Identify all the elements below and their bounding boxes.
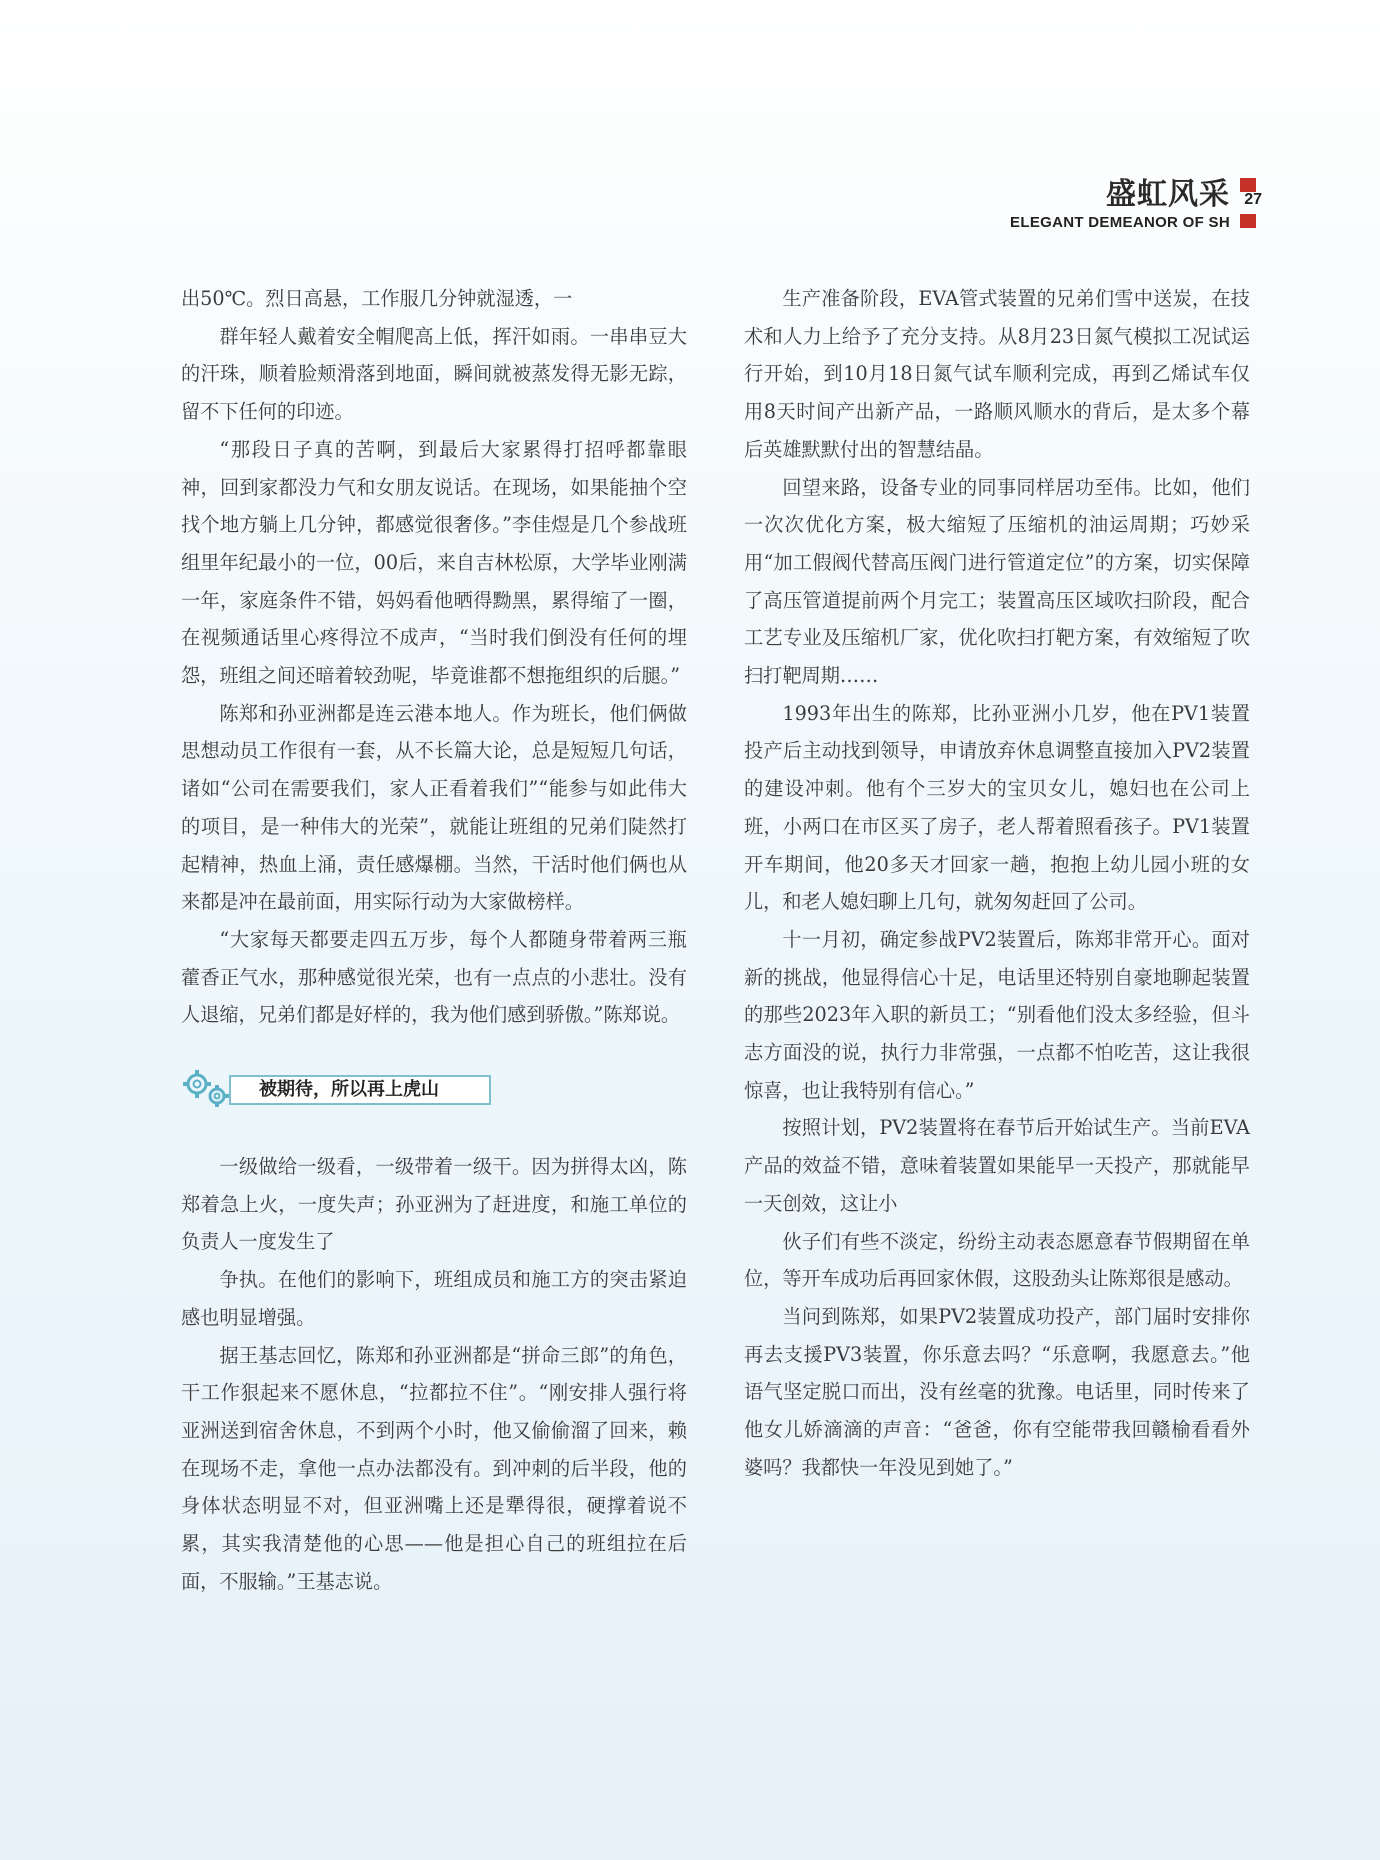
paragraph: 据王基志回忆，陈郑和孙亚洲都是“拼命三郎”的角色，干工作狠起来不愿休息，“拉都拉不住”。“刚安排人强行将亚洲送到宿舍休息，不到两个小时，他又偷偷溜了回来，赖在现场不走，拿他一点办法都没有。到冲刺的后半段，他的身体状态明显不对，但亚洲嘴上还是犟得很，硬撑着说不累，其实我清楚他的心思——他是担心自己的班组拉在后面，不服输。”王基志说。	[181, 1343, 687, 1593]
column-subtitle: ELEGANT DEMEANOR OF SH	[1010, 214, 1230, 231]
paragraph: 当问到陈郑，如果PV2装置成功投产，部门届时安排你再去支援PV3装置，你乐意去吗？“乐意啊，我愿意去。”他语气坚定脱口而出，没有丝毫的犹豫。电话里，同时传来了他女儿娇滴滴的声音：“爸爸，你有空能带我回赣榆看看外婆吗？我都快一年没见到她了。”	[744, 1304, 1250, 1479]
page-number: 27	[1244, 191, 1262, 208]
paragraph: “大家每天都要走四五万步，每个人都随身带着两三瓶藿香正气水，那种感觉很光荣，也有一点点的小悲壮。没有人退缩，兄弟们都是好样的，我为他们感到骄傲。”陈郑说。	[181, 927, 687, 1027]
section-heading	[181, 1070, 687, 1110]
section-title: 被期待，所以再上虎山	[229, 1075, 491, 1105]
right-column	[744, 280, 1250, 1487]
paragraph: 伙子们有些不淡定，纷纷主动表态愿意春节假期留在单位，等开车成功后再回家休假，这股劲头让陈郑很是感动。	[744, 1229, 1250, 1291]
paragraph: 生产准备阶段，EVA管式装置的兄弟们雪中送炭，在技术和人力上给予了充分支持。从8月23日氮气模拟工况试运行开始，到10月18日氮气试车顺利完成，再到乙烯试车仅用8天时间产出新产品，一路顺风顺水的背后，是太多个幕后英雄默默付出的智慧结晶。	[744, 287, 1250, 461]
paragraph: 争执。在他们的影响下，班组成员和施工方的突击紧迫感也明显增强。	[181, 1268, 687, 1329]
paragraph: 群年轻人戴着安全帽爬高上低，挥汗如雨。一串串豆大的汗珠，顺着脸颊滑落到地面，瞬间就被蒸发得无影无踪，留不下任何的印迹。	[181, 324, 687, 424]
gears-icon	[181, 1068, 237, 1112]
paragraph: 出50℃。烈日高悬，工作服几分钟就湿透，一	[181, 287, 573, 310]
paragraph: 按照计划，PV2装置将在春节后开始试生产。当前EVA产品的效益不错，意味着装置如果能早一天投产，那就能早一天创效，这让小	[744, 1116, 1250, 1215]
paragraph: 陈郑和孙亚洲都是连云港本地人。作为班长，他们俩做思想动员工作很有一套，从不长篇大论，总是短短几句话，诸如“公司在需要我们，家人正看着我们”“能参与如此伟大的项目，是一种伟大的光荣”，就能让班组的兄弟们陡然打起精神，热血上涌，责任感爆棚。当然，干活时他们俩也从来都是冲在最前面，用实际行动为大家做榜样。	[181, 701, 687, 914]
paragraph: 回望来路，设备专业的同事同样居功至伟。比如，他们一次次优化方案，极大缩短了压缩机的油运周期；巧妙采用“加工假阀代替高压阀门进行管道定位”的方案，切实保障了高压管道提前两个月完工；装置高压区域吹扫阶段，配合工艺专业及压缩机厂家，优化吹扫打靶方案，有效缩短了吹扫打靶周期……	[744, 475, 1250, 688]
column-title: 盛虹风采	[1106, 177, 1230, 212]
paragraph: 1993年出生的陈郑，比孙亚洲小几岁，他在PV1装置投产后主动找到领导，申请放弃休息调整直接加入PV2装置的建设冲刺。他有个三岁大的宝贝女儿，媳妇也在公司上班，小两口在市区买了房子，老人帮着照看孩子。PV1装置开车期间，他20多天才回家一趟，抱抱上幼儿园小班的女儿，和老人媳妇聊上几句，就匆匆赶回了公司。	[744, 701, 1250, 914]
red-bar-icon	[1240, 178, 1256, 192]
paragraph: 一级做给一级看，一级带着一级干。因为拼得太凶，陈郑着急上火，一度失声；孙亚洲为了赶进度，和施工单位的负责人一度发生了	[181, 1155, 687, 1254]
red-bar-icon	[1240, 214, 1256, 228]
paragraph: 十一月初，确定参战PV2装置后，陈郑非常开心。面对新的挑战，他显得信心十足，电话里还特别自豪地聊起装置的那些2023年入职的新员工；“别看他们没太多经验，但斗志方面没的说，执行力非常强，一点都不怕吃苦，这让我很惊喜，也让我特别有信心。”	[744, 927, 1250, 1102]
paragraph: “那段日子真的苦啊，到最后大家累得打招呼都靠眼神，回到家都没力气和女朋友说话。在现场，如果能抽个空找个地方躺上几分钟，都感觉很奢侈。”李佳煜是几个参战班组里年纪最小的一位，00后，来自吉林松原，大学毕业刚满一年，家庭条件不错，妈妈看他晒得黝黑，累得缩了一圈，在视频通话里心疼得泣不成声，“当时我们倒没有任何的埋怨，班组之间还暗着较劲呢，毕竟谁都不想拖组织的后腿。”	[181, 437, 687, 688]
left-column	[181, 280, 687, 1601]
page-header	[1010, 178, 1230, 231]
